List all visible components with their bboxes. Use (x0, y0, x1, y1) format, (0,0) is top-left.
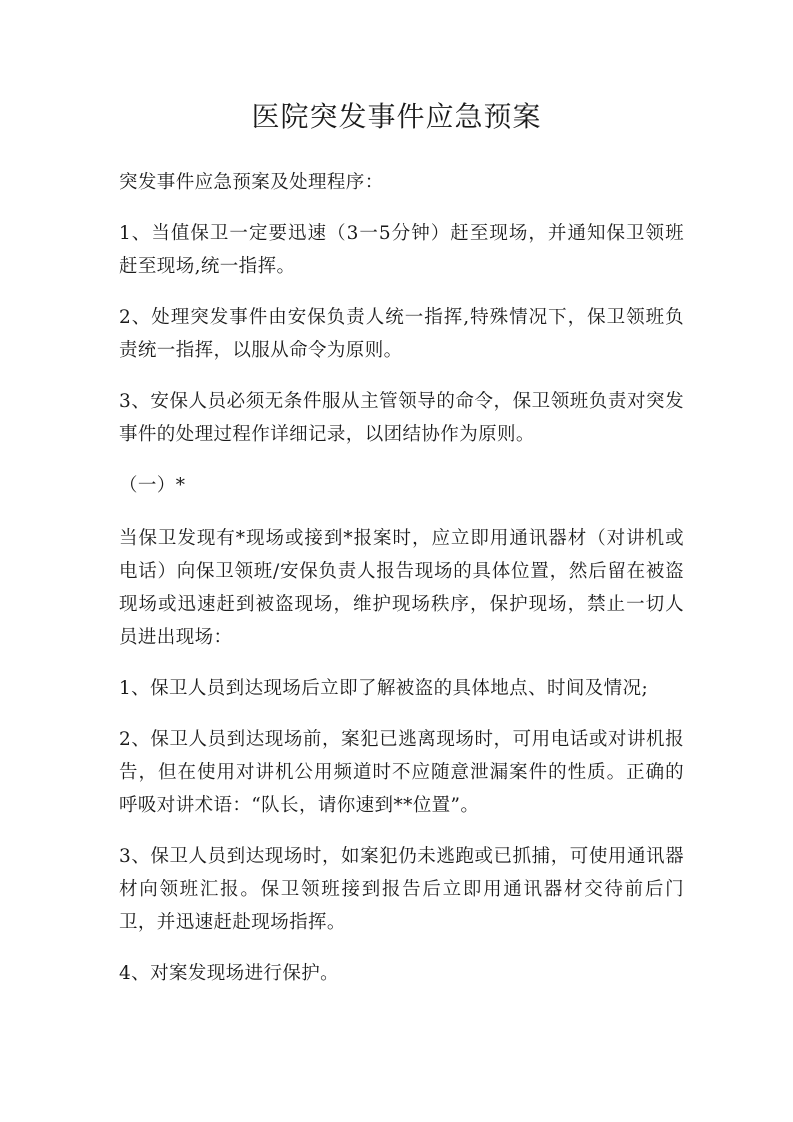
document-body (119, 166, 684, 1008)
section-heading: （一）* (119, 475, 186, 496)
paragraph-step-2: 2、保卫人员到达现场前，案犯已逃离现场时，可用电话或对讲机报告，但在使用对讲机公用频道时不应随意泄漏案件的性质。正确的呼吸对讲术语：“队长，请你速到**位置”。 (119, 729, 684, 816)
paragraph-item-2: 2、处理突发事件由安保负责人统一指挥,特殊情况下，保卫领班负责统一指挥，以服从命令为原则。 (119, 307, 684, 361)
document-title: 医院突发事件应急预案 (251, 100, 542, 133)
paragraph-step-3: 3、保卫人员到达现场时，如案犯仍未逃跑或已抓捕，可使用通讯器材向领班汇报。保卫领班接到报告后立即用通讯器材交待前后门卫，并迅速赶赴现场指挥。 (119, 846, 684, 933)
paragraph-procedure: 当保卫发现有*现场或接到*报案时，应立即用通讯器材（对讲机或电话）向保卫领班/安保负责人报告现场的具体位置，然后留在被盗现场或迅速赶到被盗现场，维护现场秩序，保护现场，禁止一切人员进出现场： (119, 528, 684, 648)
paragraph-item-3: 3、安保人员必须无条件服从主管领导的命令，保卫领班负责对突发事件的处理过程作详细记录，以团结协作为原则。 (119, 391, 684, 445)
paragraph-item-1: 1、当值保卫一定要迅速（3一5分钟）赶至现场，并通知保卫领班赶至现场,统一指挥。 (119, 223, 684, 277)
paragraph-step-1: 1、保卫人员到达现场后立即了解被盗的具体地点、时间及情况; (119, 678, 649, 699)
paragraph-intro: 突发事件应急预案及处理程序： (119, 172, 384, 193)
paragraph-step-4: 4、对案发现场进行保护。 (119, 963, 340, 984)
